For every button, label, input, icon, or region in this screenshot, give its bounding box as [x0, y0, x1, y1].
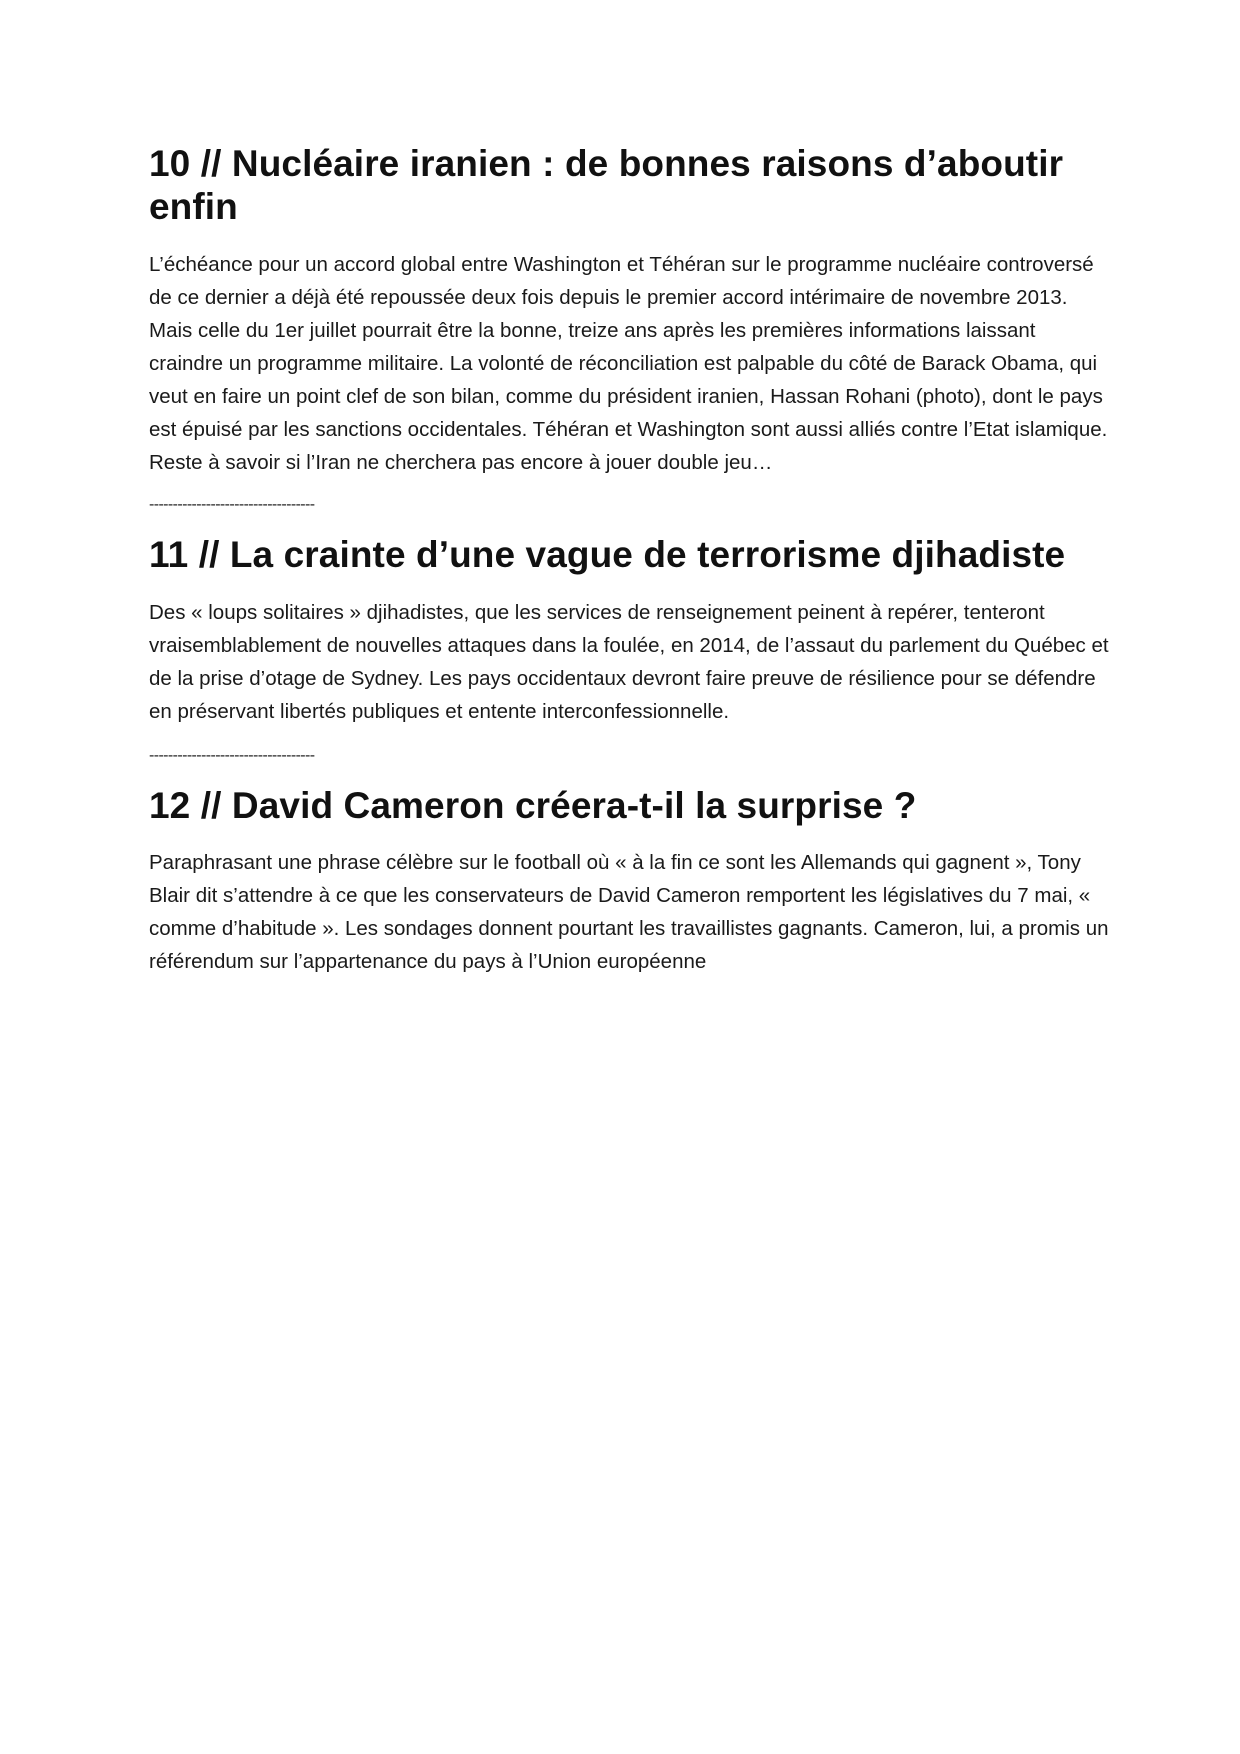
section-title — [149, 784, 1109, 827]
section-11 — [149, 533, 1109, 728]
separator-line: ----------------------------------- — [149, 747, 315, 764]
section-title: 10 // Nucléaire iranien : de bonnes raisons d’aboutir enfin — [149, 143, 1064, 227]
section-body: Des « loups solitaires » djihadistes, que les services de renseignement peinent à repérer, tenteront vraisemblablement de nouvelles attaques dans la foulée, en 2014, de l’assaut du parlement du Québec et de la prise d’otage de Sydney. Les pays occidentaux devront faire preuve de résilience pour se défendre en préservant libertés publiques et entente interconfessionnelle. — [149, 601, 1109, 723]
separator-line: ----------------------------------- — [149, 496, 315, 513]
section-body: L’échéance pour un accord global entre Washington et Téhéran sur le programme nucléaire controversé de ce dernier a déjà été repoussée deux fois depuis le premier accord intérimaire de novembre 2013. Mais celle du 1er juillet pourrait être la bonne, treize ans après les premières informations laissant craindre un programme militaire. La volonté de réconciliation est palpable du côté de Barack Obama, qui veut en faire un point clef de son bilan, comme du président iranien, Hassan Rohani (photo), dont le pays est épuisé par les sanctions occidentales. Téhéran et Washington sont aussi alliés contre l’Etat islamique. Reste à savoir si l’Iran ne cherchera pas encore à jouer double jeu… — [149, 253, 1108, 474]
section-body: Paraphrasant une phrase célèbre sur le football où « à la fin ce sont les Allemands qui gagnent », Tony Blair dit s’attendre à ce que les conservateurs de David Cameron remportent les législatives du 7 mai, « comme d’habitude ». Les sondages donnent pourtant les travaillistes gagnants. Cameron, lui, a promis un référendum sur l’appartenance du pays à l’Union européenne — [149, 851, 1109, 973]
section-number: 12 // — [149, 785, 222, 826]
section-12 — [149, 784, 1109, 978]
section-title-text: David Cameron créera-t-il la surprise ? — [231, 785, 917, 826]
section-10 — [149, 142, 1109, 479]
section-title: 11 // La crainte d’une vague de terrorisme djihadiste — [149, 534, 1066, 575]
document-page — [149, 142, 1109, 978]
